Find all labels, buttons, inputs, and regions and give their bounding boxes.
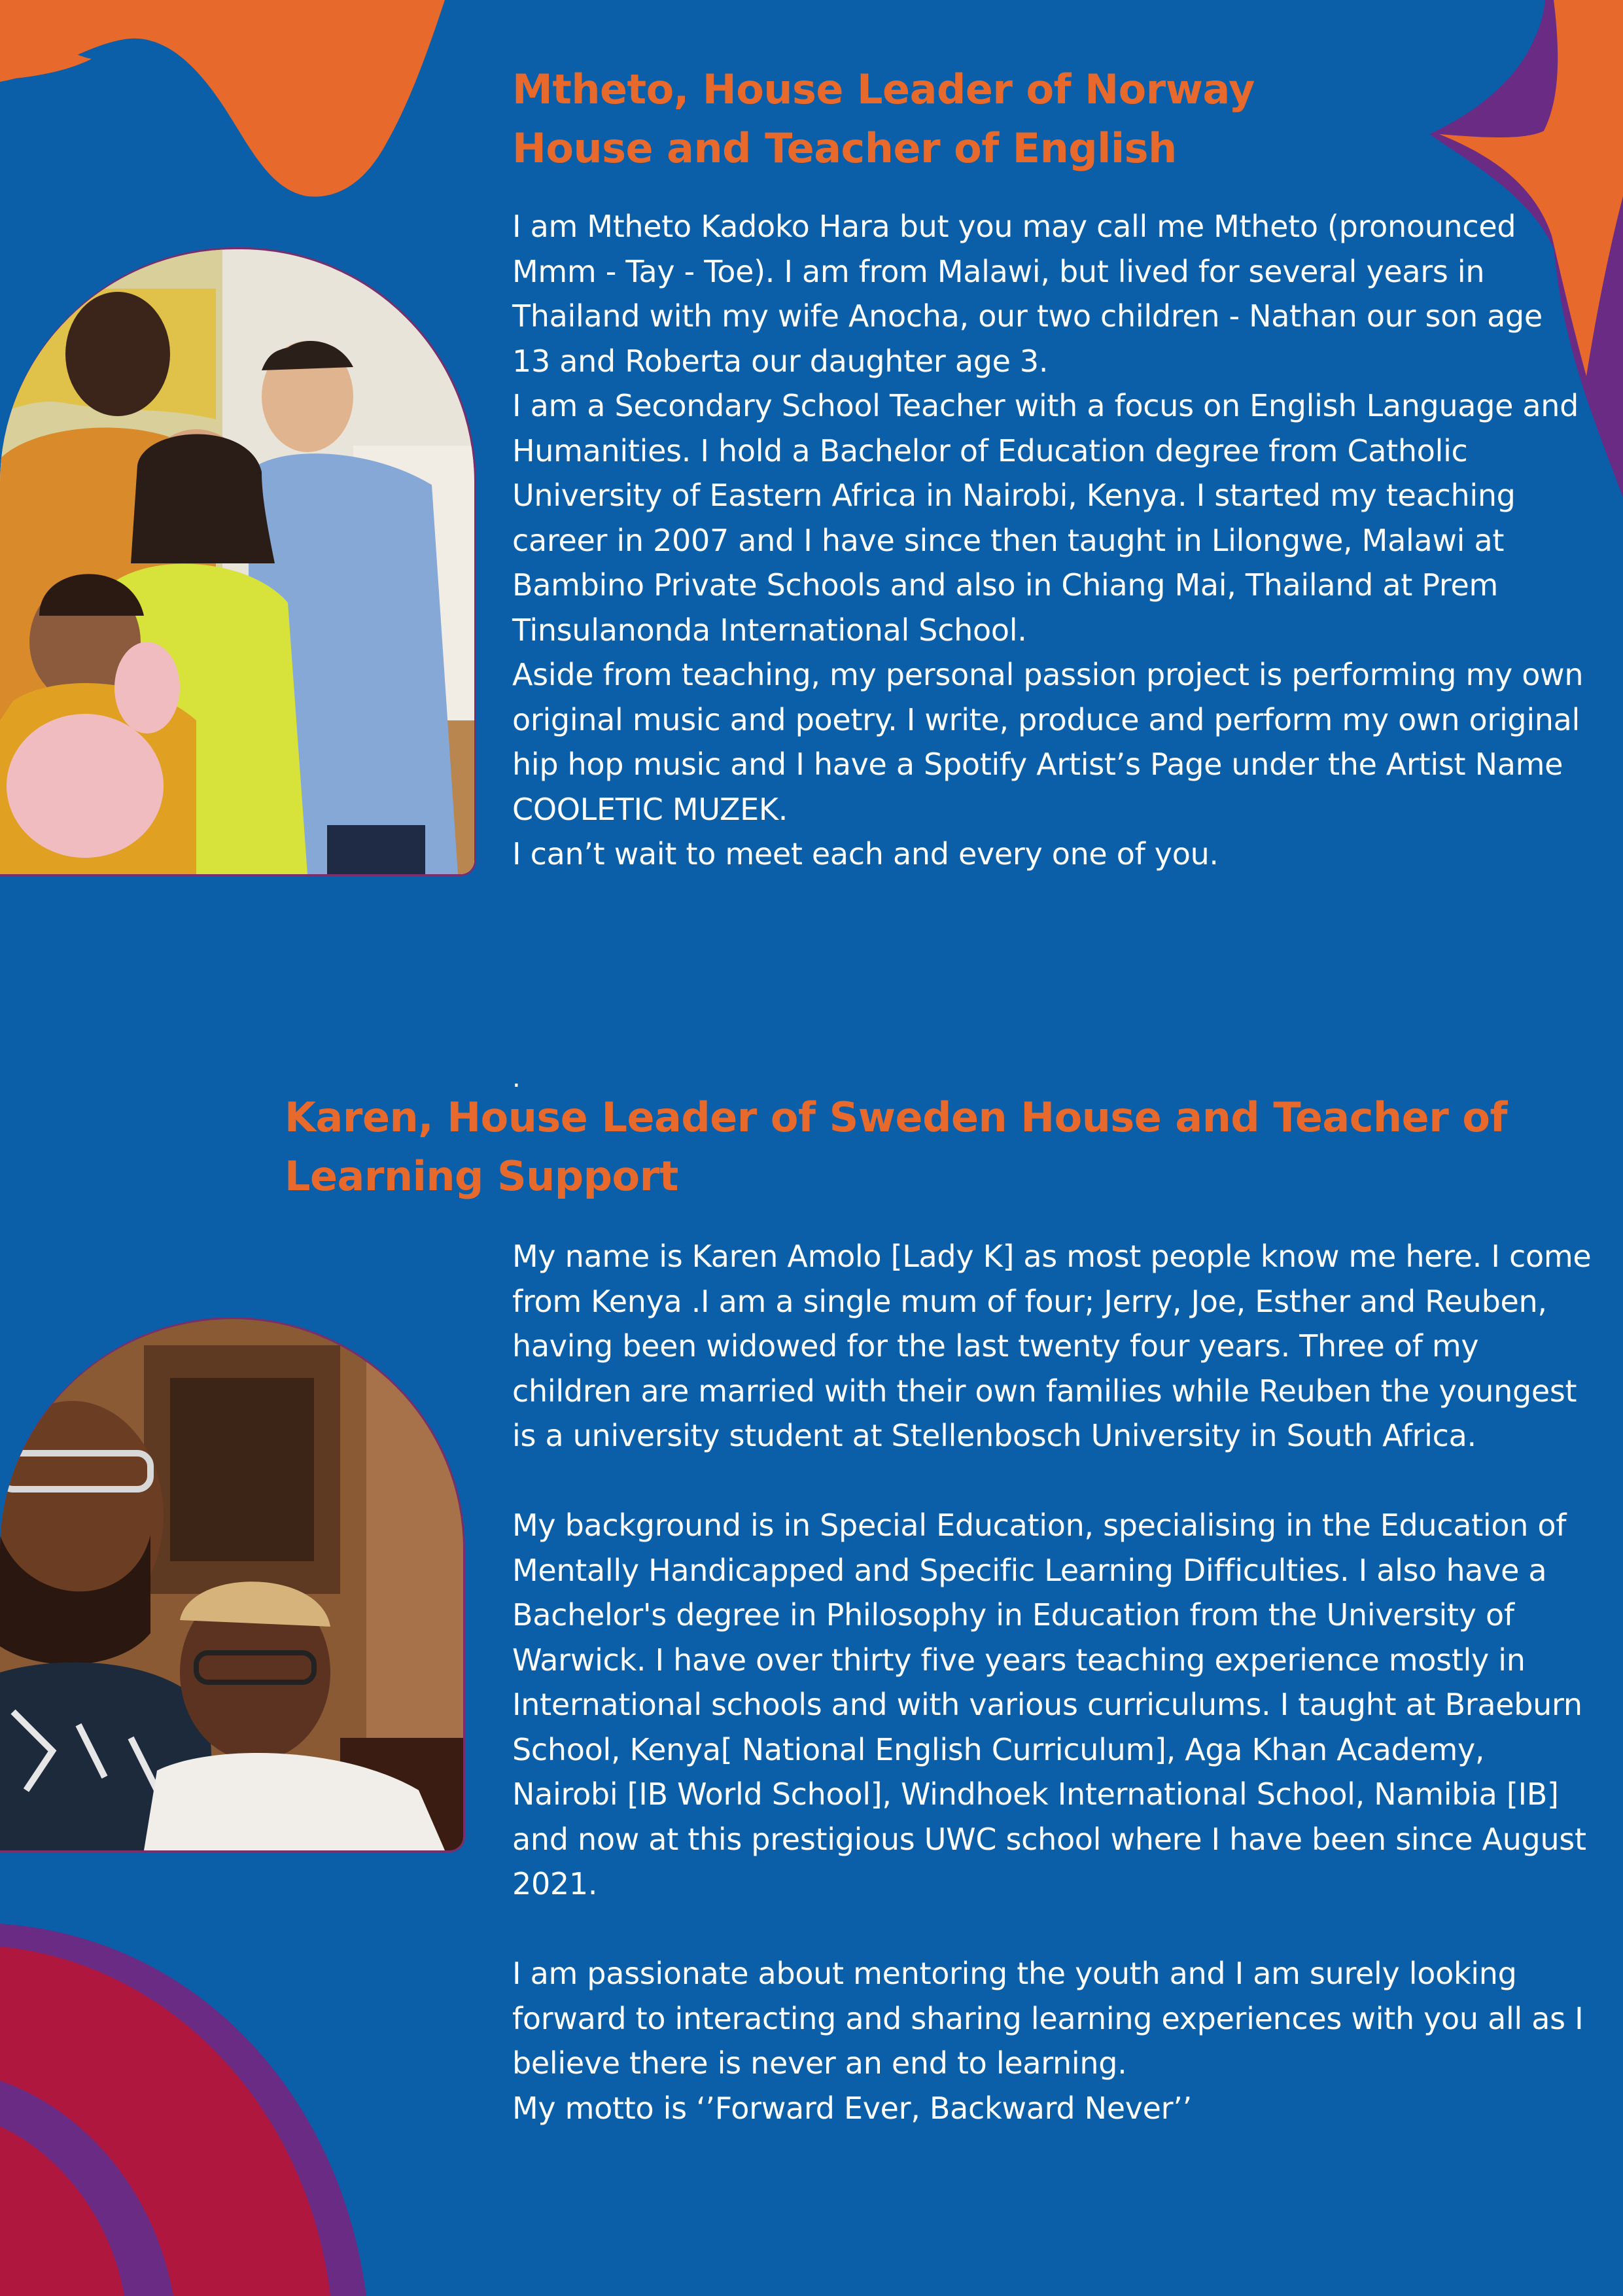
section2-title-line1: Karen, House Leader of Sweden House and Teacher of	[285, 1093, 1507, 1141]
section1-body	[512, 204, 1585, 877]
section2-paragraph-3: I am passionate about mentoring the youth and I am surely looking forward to interacting and sharing learning experiences with you all as I believe there is never an end to learning.	[512, 1956, 1584, 2081]
paragraph-spacer	[512, 1458, 1598, 1504]
section2-body	[512, 1234, 1598, 2130]
paragraph-spacer	[512, 1907, 1598, 1952]
section2-paragraph-1: My name is Karen Amolo [Lady K] as most people know me here. I come from Kenya .I am a single mum of four; Jerry, Joe, Esther and Reuben, having been widowed for the last twenty four years. Three of my children are married with their own families while Reuben the youngest is a university student at Stellenbosch University in South Africa.	[512, 1239, 1592, 1453]
section2-title	[285, 1088, 1580, 1206]
orange-wave-shape	[0, 0, 445, 197]
section2-paragraph-2: My background is in Special Education, specialising in the Education of Mentally Handicapped and Specific Learning Difficulties. I also have a Bachelor's degree in Philosophy in Education from the University of Warwick. I have over thirty five years teaching experience mostly in International schools and with various curriculums. I taught at Braeburn School, Kenya[ National English Curriculum], Aga Khan Academy, Nairobi [IB World School], Windhoek International School, Namibia [IB] and now at this prestigious UWC school where I have been since August 2021.	[512, 1508, 1586, 1901]
section2-paragraph-4: My motto is ‘’Forward Ever, Backward Never’’	[512, 2090, 1192, 2126]
family-photo-image	[0, 249, 474, 874]
section1-paragraph-4: I can’t wait to meet each and every one of you.	[512, 836, 1219, 872]
selfie-photo	[0, 1317, 465, 1852]
section1-title	[512, 60, 1493, 178]
section1-title-line1: Mtheto, House Leader of Norway	[512, 65, 1255, 113]
section1-title-line2: House and Teacher of English	[512, 124, 1177, 172]
section1-paragraph-1: I am Mtheto Kadoko Hara but you may call me Mtheto (pronounced Mmm - Tay - Toe). I am from Malawi, but lived for several years in Thailand with my wife Anocha, our two children - Nathan our son age 13 and Roberta our daughter age 3.	[512, 209, 1543, 379]
separator-dot: .	[512, 1063, 521, 1093]
selfie-photo-image	[0, 1319, 463, 1850]
section1-paragraph-2: I am a Secondary School Teacher with a focus on English Language and Humanities. I hold a Bachelor of Education degree from Catholic University of Eastern Africa in Nairobi, Kenya. I started my teaching career in 2007 and I have since then taught in Lilongwe, Malawi at Bambino Private Schools and also in Chiang Mai, Thailand at Prem Tinsulanonda International School.	[512, 388, 1579, 648]
section1-paragraph-3: Aside from teaching, my personal passion project is performing my own original music and poetry. I write, produce and perform my own original hip hop music and I have a Spotify Artist’s Page under the Artist Name COOLETIC MUZEK.	[512, 657, 1584, 827]
family-photo	[0, 247, 476, 876]
section2-title-line2: Learning Support	[285, 1152, 678, 1200]
